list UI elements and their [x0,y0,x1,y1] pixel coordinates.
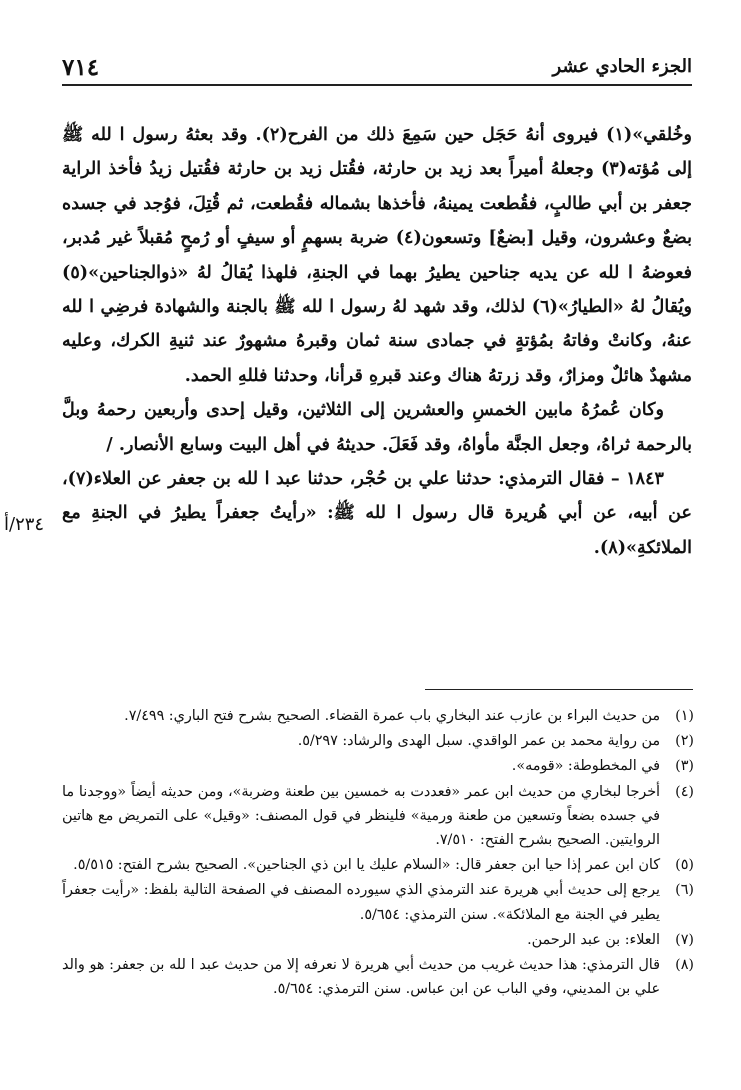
footnote-text: من رواية محمد بن عمر الواقدي. سبل الهدى والرشاد: ٥/٢٩٧. [297,733,660,750]
page-number: ٧١٤ [62,54,100,81]
footnote-number: (١) [675,708,694,724]
footnote-text: العلاء: بن عبد الرحمن. [527,931,660,948]
footnote [62,780,694,853]
footnote-text: كان ابن عمر إذا حيا ابن جعفر قال: «السلام عليك يا ابن ذي الجناحين». الصحيح بشرح الفتح: ٥/٥١٥. [73,857,660,874]
footnote [62,953,694,1001]
body-paragraph: وخُلقي»(١) فيروى أنهُ حَجَل حين سَمِعَ ذلك من الفرح(٢). وقد بعثهُ رسول ا لله ﷺ إلى مُؤته(٣) وجعلهُ أميراً بعد زيد بن حارثة، فقُتل زيد بن حارثة فقُتيل زيدُ فأخذ الراية جعفر بن أبي طالبٍ، فقُطعت يمينهُ، فأخذها بشماله فقُطعت، ثم قُتِلَ، فوُجد في جسده بضعٌ وعشرون، وقيل [بضعٌ] وتسعون(٤) ضربة بسهمٍ أو سيفٍ أو رُمحٍ مُقبلاً غير مُدبر، فعوضهُ ا لله عن يديه جناحين يطيرُ بهما في الجنةِ، فلهذا يُقالُ لهُ «ذوالجناحين»(٥) ويُقالُ لهُ «الطيارُ»(٦) لذلك، وقد شهد لهُ رسول ا لله ﷺ بالجنة والشهادة فرضِي ا لله عنهُ، وكانتْ وفاتهُ بمُؤتةٍ في جمادى سنة ثمان وقبرهُ مشهورٌ عند ثنيةِ الكرك، وعليه مشهدٌ هائلٌ ومزارٌ، وقد زرتهُ هناك وعند قبرهِ قرأنا، وحدثنا فللهِ الحمد. [62,124,692,386]
footnote [62,754,694,778]
footnote [62,853,694,877]
hadith-paragraph: ١٨٤٣ – فقال الترمذي: حدثنا علي بن حُجْر، حدثنا عبد ا لله بن جعفر عن العلاء(٧)، عن أبيه، عن أبي هُريرة قال رسول ا لله ﷺ: «رأيتُ جعفراً يطيرُ في الجنةِ مع الملائكةِ»(٨). [62,468,692,558]
footnote [62,928,694,952]
footnote-text: أخرجا لبخاري من حديث ابن عمر «فعددت به خمسين بين طعنة وضربة»، ومن حديثه أيضاً «ووجدنا ما في جسده بضعاً وتسعين من طعنة ورمية» فلينظر في قول المصنف: «وقيل» على التمريض مع هاتين الروايتين. الصحيح بشرح الفتح: ٧/٥١٠. [62,783,660,849]
footnote-number: (٦) [675,882,694,899]
footnote-text: من حديث البراء بن عازب عند البخاري باب عمرة القضاء. الصحيح بشرح فتح الباري: ٧/٤٩٩. [124,708,660,724]
footnote-number: (٣) [675,758,694,775]
footnote-separator [425,689,693,690]
footnote-text: قال الترمذي: هذا حديث غريب من حديث أبي هريرة لا نعرفه إلا من حديث عبد ا لله بن جعفر: هو والد علي بن المديني، وفي الباب عن ابن عباس. سنن الترمذي: ٥/٦٥٤. [62,957,660,998]
footnote [62,704,694,728]
page-header [62,48,692,86]
footnote [62,729,694,753]
footnote-text: يرجع إلى حديث أبي هريرة عند الترمذي الذي سيورده المصنف في الصفحة التالية بلفظ: «رأيت جعفراً يطير في الجنة مع الملائكة». سنن الترمذي: ٥/٦٥٤. [62,882,660,923]
footnote-number: (٢) [675,733,694,750]
footnote-number: (٥) [675,857,694,874]
footnote-number: (٨) [675,957,694,974]
footnote [62,878,694,926]
footnote-text: في المخطوطة: «قومه». [511,758,660,775]
main-text [62,118,692,565]
body-paragraph: وكان عُمرُهُ مابين الخمسِ والعشرين إلى الثلاثين، وقيل إحدى وأربعين رحمهُ وبلَّ بالرحمة ثراهُ، وجعل الجنَّة مأواهُ، وقد فَعَلَ. حديثهُ في أهل البيت وسابع الأنصار. / [62,399,692,455]
footnote-number: (٧) [675,931,694,948]
margin-manuscript-reference: ٢٣٤/أ [4,514,45,535]
footnote-number: (٤) [675,783,694,800]
footnotes [62,704,694,1002]
running-title: الجزء الحادي عشر [552,56,692,77]
